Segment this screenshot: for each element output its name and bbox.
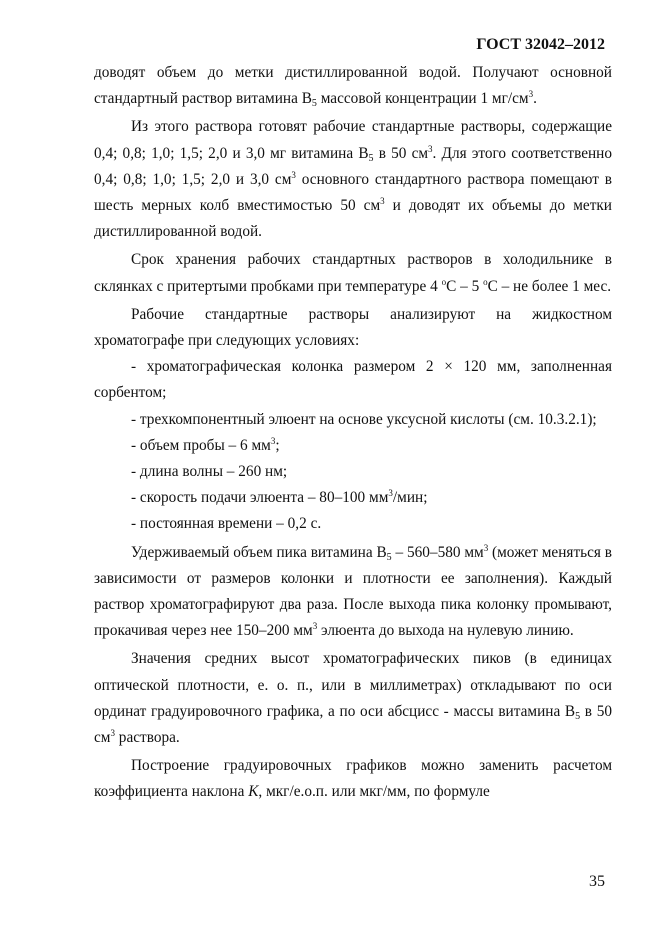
paragraph-working-solutions: Из этого раствора готовят рабочие стандартные растворы, содержащие 0,4; 0,8; 1,0; 1,5; 2,0 и 3,0 мг витамина $B_5$ в 50 $см^3$. Для этого соответственно 0,4; 0,8; 1,0; 1,5; 2,0 и 3,0 $см^3$ основного стандартного раствора помещают в шесть мерных колб вместимостью 50 $см^3$ и доводят их объемы до метки дистиллированной водой. bbox=[94, 118, 613, 241]
paragraph-conditions-intro: Рабочие стандартные растворы анализируют на жидкостном хроматографе при следующих условиях: bbox=[94, 305, 612, 350]
document-standard-number: ГОСТ 32042–2012 bbox=[476, 36, 605, 53]
list-item-column: - хроматографическая колонка размером 2 × 120 мм, заполненная сорбентом; bbox=[94, 358, 612, 402]
paragraph-storage: Срок хранения рабочих стандартных растворов в холодильнике в склянках с притертыми пробками при температуре 4 $^о$C – 5 $^о$C – не более 1 мес. bbox=[94, 251, 612, 295]
page-number: 35 bbox=[589, 873, 605, 890]
paragraph-retention-volume: Удерживаемый объем пика витамина $B_5 - 560-580$ $мм^3$ (может меняться в зависимости от размеров колонки и плотности ее заполнения). Каждый раствор хроматографируют два раза. После выхода пика колонку промывают, прокачивая через нее 150–200 $мм^3$ элюента до выхода на нулевую линию. bbox=[94, 542, 612, 640]
list-item-wavelength: - длина волны – 260 нм; bbox=[131, 463, 288, 481]
list-item-eluent: - трехкомпонентный элюент на основе уксусной кислоты (см. 10.3.2.1); bbox=[131, 410, 597, 428]
list-item-sample-volume: - объем пробы – 6 $мм^3$; bbox=[131, 435, 280, 454]
paragraph-calibration-graph: Значения средних высот хроматографических пиков (в единицах оптической плотности, е. о. п., или в миллиметрах) откладывают по оси ординат градуировочного графика, а по оси абсцисс - массы витамина $B_5$ в 50 $см^3$ раствора. bbox=[94, 650, 612, 747]
paragraph-stock-solution: доводят объем до метки дистиллированной водой. Получают основной стандартный раствор витамина $B_5$ массовой концентрации 1 $мг/см^3$. bbox=[94, 64, 612, 110]
list-item-time-constant: - постоянная времени – 0,2 с. bbox=[131, 515, 322, 533]
paragraph-slope-coefficient: Построение градуировочных графиков можно заменить расчетом коэффициента наклона K, мкг/е.о.п. или мкг/мм, по формуле bbox=[94, 757, 612, 801]
document-body bbox=[94, 60, 612, 806]
list-item-flow-rate: - скорость подачи элюента – 80–100 $мм^3$/мин; bbox=[131, 488, 428, 507]
